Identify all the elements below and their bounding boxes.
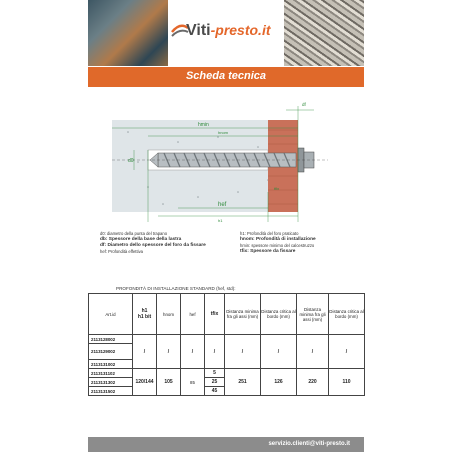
cell-ccr2-g2: 110 (329, 369, 365, 396)
legend-item-df: df: Diametro dello spessore del foro da fissare (100, 243, 206, 248)
header-h1-label: h1 (141, 308, 148, 314)
cell-ccr-g2: 126 (261, 369, 297, 396)
logo-tld: -presto.it (210, 22, 271, 38)
header-art-id: Art.id (89, 294, 133, 335)
df-label: df (302, 102, 306, 107)
legend-right (240, 231, 316, 255)
page-title: Scheda tecnica (185, 70, 267, 82)
header-ccr2-line1: Distanza critica al (329, 309, 364, 314)
logo (168, 0, 284, 66)
row-code: 2113131102 (89, 369, 133, 378)
header-h1bit-label: h1 bit (137, 314, 152, 320)
tools-photo (88, 0, 168, 66)
header-ccr: Distanza critica al bordo (mm) (261, 294, 297, 335)
spec-table (88, 293, 365, 396)
logo-text (186, 22, 271, 40)
cell-hef-g1: / (181, 335, 205, 369)
cell-hnom-g1: / (157, 335, 181, 369)
cell-smin2-g2: 220 (297, 369, 329, 396)
header-hnom: hnom (157, 294, 181, 335)
title-bar (88, 67, 364, 87)
header-tfix: tfix (205, 294, 225, 335)
logo-main: Viti (186, 22, 211, 39)
hmin-label: hmin (198, 122, 209, 128)
cell-ccr-g1: / (261, 335, 297, 369)
legend-left (100, 231, 206, 255)
row-code: 2113131302 (89, 378, 133, 387)
header-banner (88, 0, 364, 66)
tfix-label: tfix (274, 186, 280, 191)
cell-smin-g1: / (225, 335, 261, 369)
cell-tfix-2: 25 (205, 378, 225, 387)
footer-email[interactable]: servizio.clienti@viti-presto.it (268, 441, 350, 447)
row-code: 2113131502 (89, 387, 133, 396)
section-label: PROFONDITÀ DI INSTALLAZIONE STANDARD (hef, std): (116, 286, 236, 291)
d0-label: d0 (128, 158, 134, 164)
row-code: 2113129002 (89, 344, 133, 360)
header-smin: Distanza minima fra gli assi (mm) (225, 294, 261, 335)
footer-bar (88, 437, 364, 452)
cell-tfix-3: 45 (205, 387, 225, 396)
row-code: 2113128002 (89, 335, 133, 344)
legend-item-db: db: Spessore della base della lastra (100, 237, 182, 242)
header-smin2: Distanza minima fra gli assi (mm) (297, 294, 329, 335)
row-code: 2113131002 (89, 360, 133, 369)
cell-tfix-g1: / (205, 335, 225, 369)
header-hef: hef (181, 294, 205, 335)
legend-item-hnom: hnom: Profondità di installazione (240, 237, 316, 242)
legend-item-hmin: hmin: spessore minimo del calcestruzzo (240, 243, 315, 248)
table-row (89, 369, 365, 378)
hef-label: hef (218, 202, 227, 208)
anchor-technical-drawing (88, 92, 364, 232)
table-row (89, 335, 365, 344)
cell-h1-g2: 120/144 (133, 369, 157, 396)
cell-h1-g1: / (133, 335, 157, 369)
hnom-label: hnom (218, 130, 229, 135)
h1-label: h1 (218, 218, 223, 223)
screws-photo (284, 0, 364, 66)
legend-item-tfix: tfix: Spessore da fissare (240, 249, 296, 254)
cell-smin-g2: 251 (225, 369, 261, 396)
table-header-row (89, 294, 365, 335)
cell-hef-g2: 85 (181, 369, 205, 396)
legend-item-d0: d0: diametro della punta del trapano (100, 231, 168, 236)
cell-tfix-1: 5 (205, 369, 225, 378)
cell-smin2-g1: / (297, 335, 329, 369)
header-ccr2-line2: bordo (mm) (335, 314, 358, 319)
header-ccr2 (329, 294, 365, 335)
cell-hnom-g2: 105 (157, 369, 181, 396)
legend-item-hef: hef: Profondità effettiva (100, 249, 143, 254)
legend-item-h1: h1: Profondità del foro praticato (240, 231, 299, 236)
cell-ccr2-g1: / (329, 335, 365, 369)
header-h1 (133, 294, 157, 335)
